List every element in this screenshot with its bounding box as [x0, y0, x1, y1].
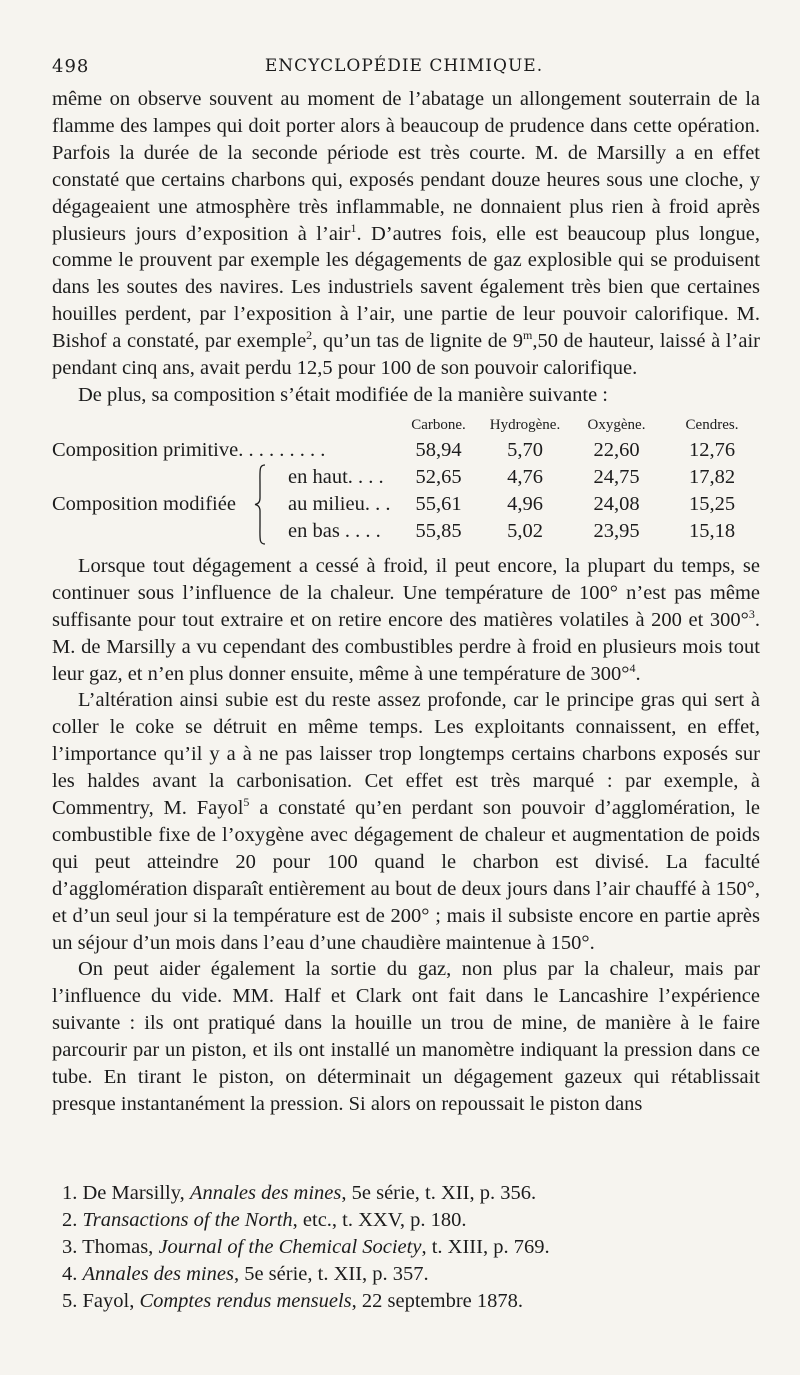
page-body	[52, 86, 760, 1118]
left-brace-icon	[254, 464, 266, 545]
col-header-cendres: Cendres.	[685, 417, 739, 434]
running-title: ENCYCLOPÉDIE CHIMIQUE.	[264, 56, 544, 76]
paragraph-2: De plus, sa composition s’était modifiée de la manière suivante :	[78, 383, 609, 406]
row-label-modified: Composition modifiée	[52, 492, 236, 515]
footnote-1: 1. De Marsilly, Annales des mines, 5e série, t. XII, p. 356.	[62, 1182, 537, 1204]
col-header-carbone: Carbone.	[411, 417, 466, 434]
footnote-ref-3[interactable]: 3	[748, 606, 755, 621]
footnote-ref-4[interactable]: 4	[629, 660, 636, 675]
page-number: 498	[52, 56, 90, 77]
paragraph-4: L’altération ainsi subie est du reste assez profonde, car le principe gras qui sert à coller le coke se détruit en même temps. Les exploitants connaissent, en effet, l’importance qu’il y a à ne pas laisser trop longtemps certains charbons exposés sur les haldes avant la carbonisation. Cet effet est très marqué : par exemple, à Commentry, M. Fayol$^5$ a constaté qu’en perdant son pouvoir d’agglomération, le combustible fixe de l’oxygène avec dégagement de chaleur et augmentation de poids qui peut atteindre 20 pour 100 quand le charbon est divisé. La faculté d’agglomération disparaît entièrement au bout de deux jours dans l’air chauffé à 150°, et d’un seul jour si la température est de 200° ; mais il subsiste encore en partie après un séjour d’un mois dans l’eau d’une chaudière maintenue à 150°.	[52, 689, 761, 954]
table-row-primitive: Composition primitive. . . . . . . . . 58,94 5,70 22,60 12,76	[52, 437, 760, 464]
col-header-oxygene: Oxygène.	[587, 417, 646, 434]
paragraph-1: même on observe souvent au moment de l’abatage un allongement souterrain de la flamme des lampes qui doit porter alors à beaucoup de prudence dans cette opération. Parfois la durée de la seconde période est très courte. M. de Marsilly a en effet constaté que certains charbons qui, exposés pendant douze heures sous une cloche, y dégageaient une atmosphère très inflammable, ne donnaient plus rien à froid après plusieurs jours d’exposition à l’air$^1$. D’autres fois, elle est beaucoup plus longue, comme le prouvent par exemple les dégagements de gaz explosible qui se produisent dans les soutes des navires. Les industriels savent également très bien que certaines houilles perdent, par l’exposition à l’air, une partie de leur pouvoir calorifique. M. Bishof a constaté, par exemple$^2$, qu’un tas de lignite de 9$^m$,50 de hauteur, laissé à l’air pendant cinq ans, avait perdu 12,5 pour 100 de son pouvoir calorifique.	[52, 88, 760, 380]
footnote-ref-1[interactable]: 1	[350, 220, 357, 235]
footnote-ref-5[interactable]: 5	[243, 795, 250, 810]
footnote-5: 5. Fayol, Comptes rendus mensuels, 22 septembre 1878.	[62, 1289, 524, 1312]
col-header-hydrogene: Hydrogène.	[489, 417, 561, 434]
brace	[252, 464, 268, 545]
table-row-modified-bas: en bas . . . . 55,85 5,02 23,95 15,18	[288, 519, 736, 542]
table-row-modified-haut: Composition modifiée en haut. . . . 52,65 4,76 24,75 17,82	[52, 464, 760, 491]
footnote-3: 3. Thomas, Journal of the Chemical Society, t. XIII, p. 769.	[62, 1235, 550, 1258]
footnotes	[62, 1180, 756, 1315]
composition-table	[52, 415, 760, 545]
table-header-row	[52, 415, 760, 437]
paragraph-3: Lorsque tout dégagement a cessé à froid, il peut encore, la plupart du temps, se continuer sous l’influence de la chaleur. Une température de 100° n’est pas même suffisante pour tout extraire et on retire encore des matières volatiles à 200 et 300°$^3$. M. de Marsilly a vu cependant des combustibles perdre à froid en plusieurs mois tout leur gaz, et n’en plus donner ensuite, même à une température de 300°$^4$.	[52, 554, 760, 685]
footnote-4: 4. Annales des mines, 5e série, t. XII, p. 357.	[62, 1262, 429, 1285]
footnote-ref-2[interactable]: 2	[306, 328, 313, 343]
paragraph-5: On peut aider également la sortie du gaz, non plus par la chaleur, mais par l’influence du vide. MM. Half et Clark ont fait dans le Lancashire l’expérience suivante : ils ont pratiqué dans la houille un trou de mine, de manière à le faire parcourir par un piston, et ils ont installé un manomètre indiquant la pression dans ce tube. En tirant le piston, on déterminait un dégagement gazeux qui rétablissait presque instantanément la pression. Si alors on repoussait le piston dans	[52, 958, 760, 1115]
table-row-modified-milieu: au milieu. . . 55,61 4,96 24,08 15,25	[288, 492, 736, 515]
footnote-2: 2. Transactions of the North, etc., t. XXV, p. 180.	[62, 1208, 467, 1231]
page-header	[52, 56, 756, 86]
row-label-primitive: Composition primitive. . . . . . . . .	[52, 438, 326, 461]
